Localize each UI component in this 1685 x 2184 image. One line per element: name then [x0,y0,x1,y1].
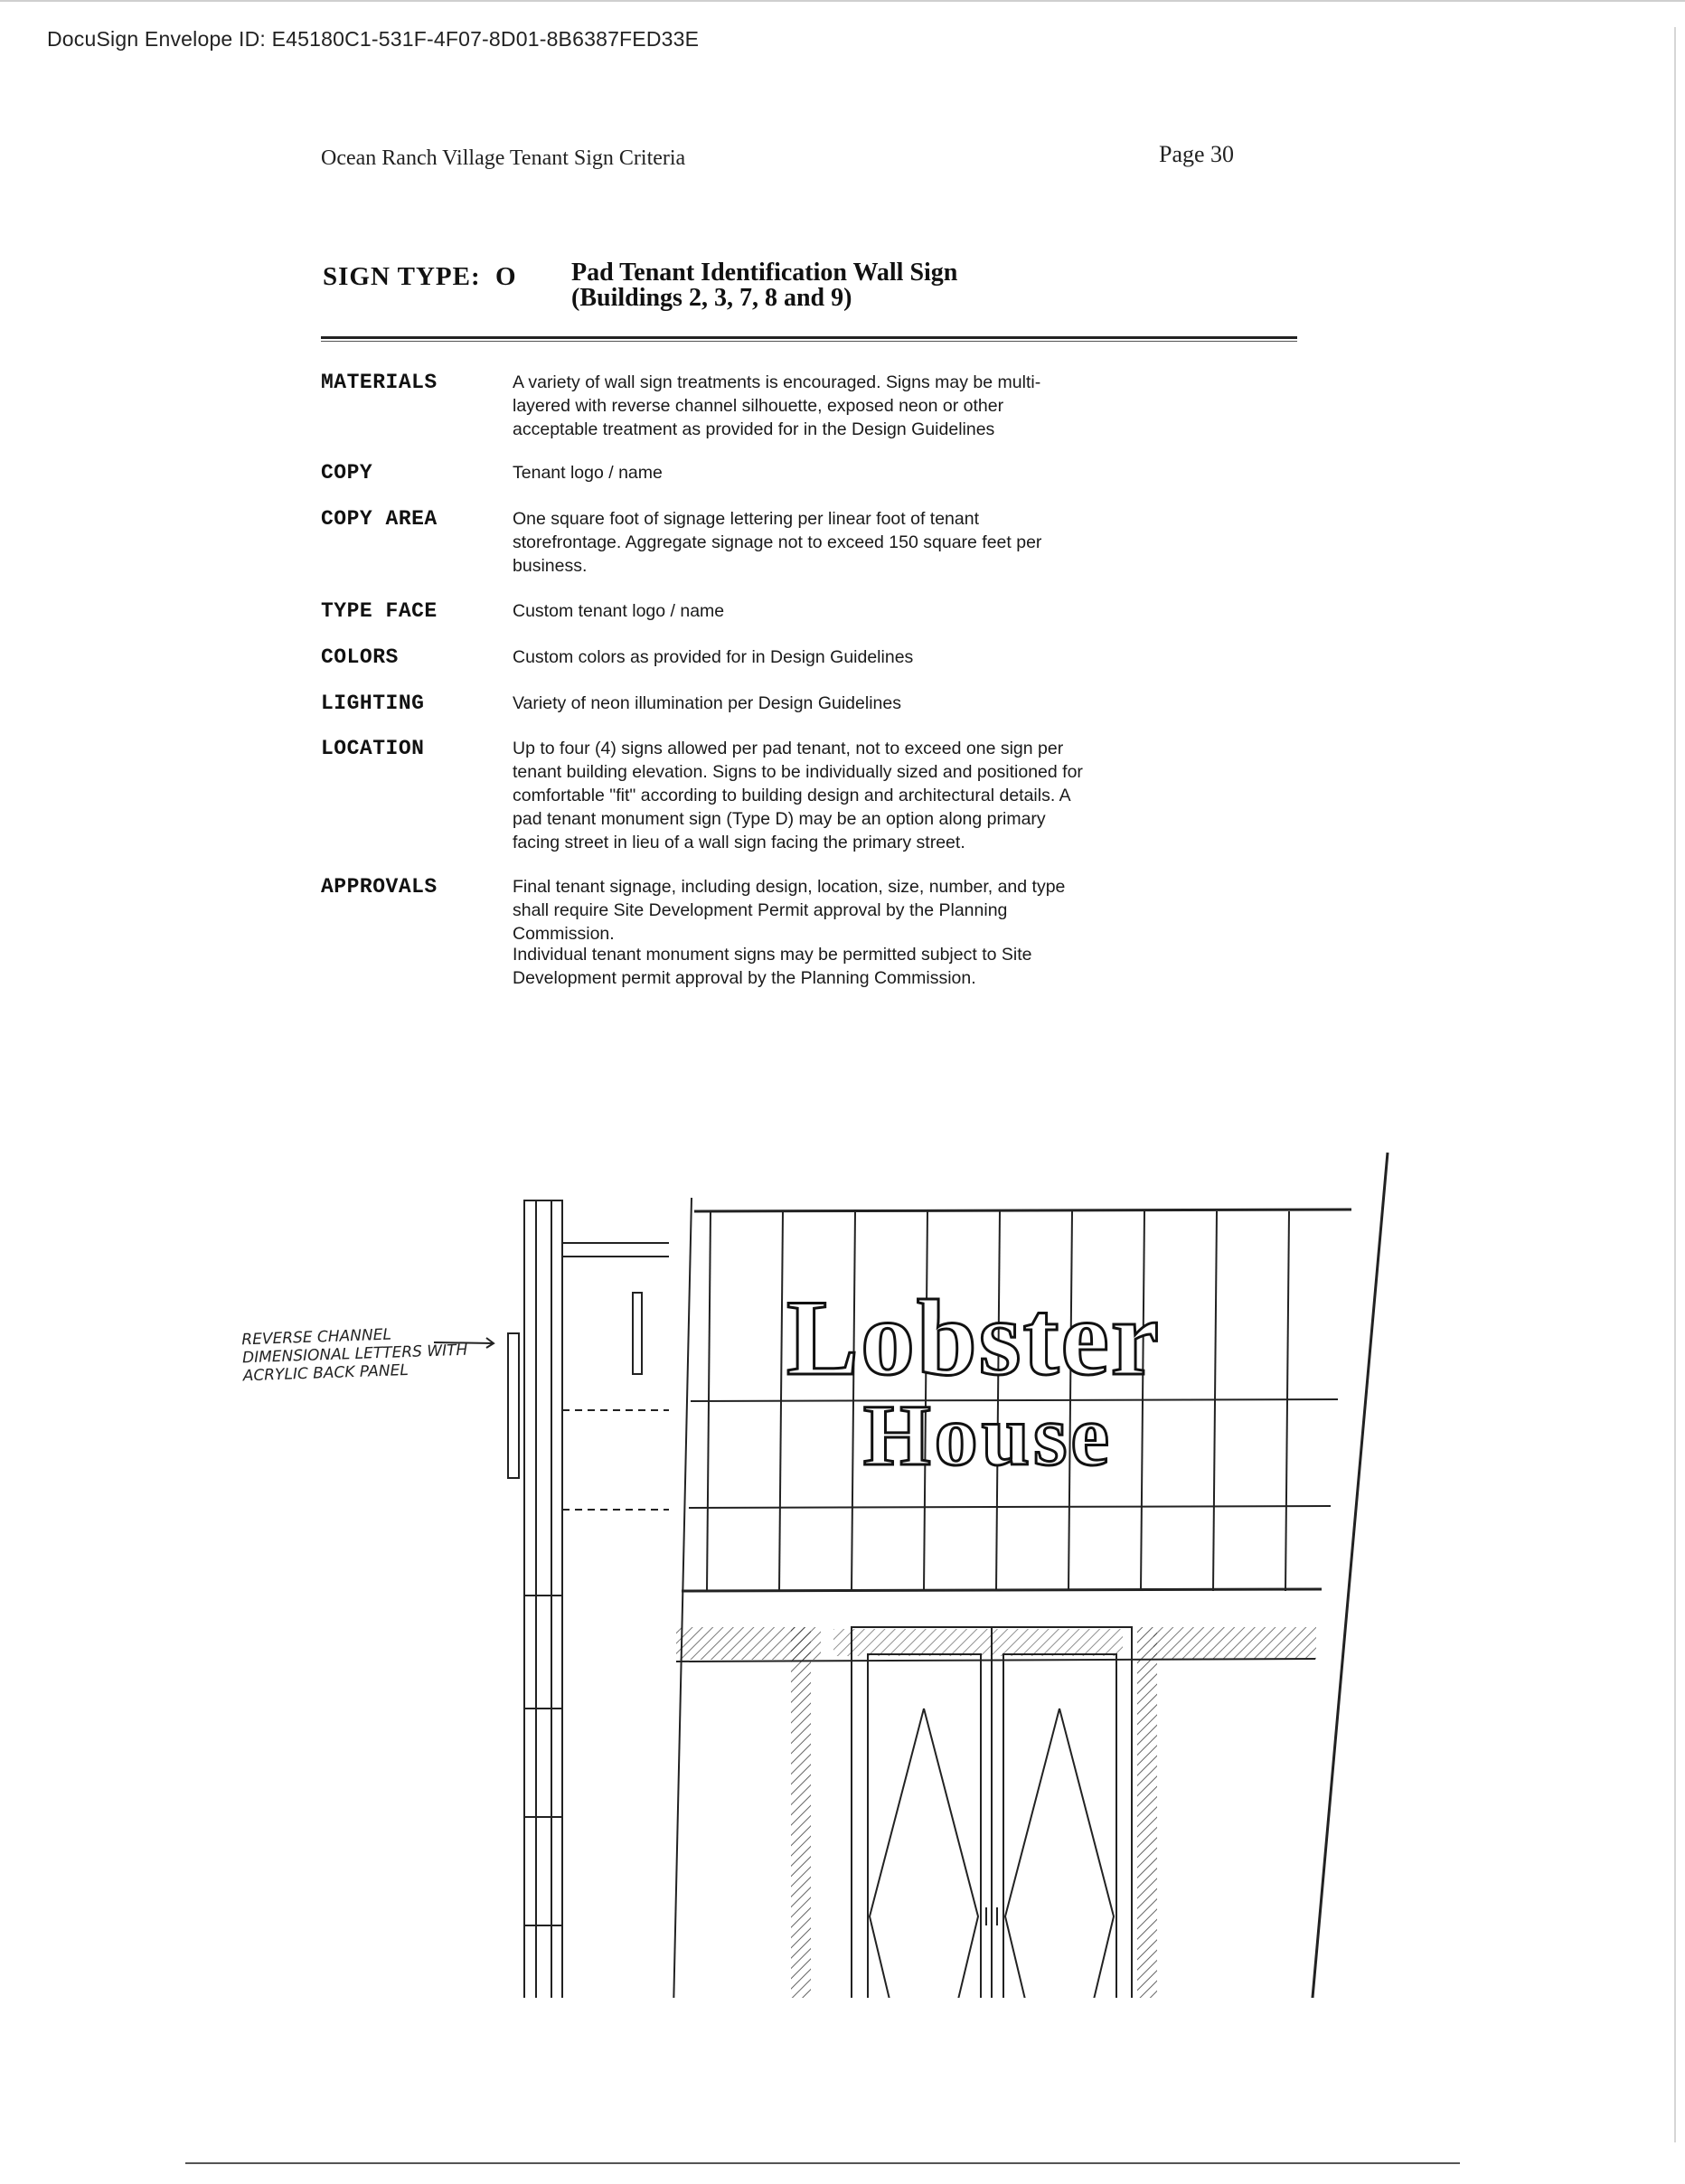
callout-leader [434,1338,494,1348]
sign-type-label: SIGN TYPE: [323,262,481,291]
spec-value: A variety of wall sign treatments is encouraged. Signs may be multi-layered with reverse channel silhouette, exposed neon or other acceptable treatment as provided for in the Design Guidelines [513,372,1041,439]
spec-label: TYPE FACE [321,599,438,623]
document-title: Ocean Ranch Village Tenant Sign Criteria [321,146,686,170]
spec-value: Tenant logo / name [513,463,663,483]
spec-value: One square foot of signage lettering per linear foot of tenant storefrontage. Aggregate signage not to exceed 150 square feet per business. [513,509,1042,576]
side-section [508,1200,669,1998]
spec-label: LIGHTING [321,692,425,715]
page-number: Page 30 [1159,141,1235,167]
sign-title-line2: (Buildings 2, 3, 7, 8 and 9) [571,284,852,312]
top-rule [0,0,1685,2]
sign-type-code: O [495,262,516,291]
drawing-callout-note: REVERSE CHANNEL DIMENSIONAL LETTERS WITH ACRYLIC BACK PANEL [241,1325,468,1386]
spec-label: COPY AREA [321,507,438,531]
spec-value: Individual tenant monument signs may be permitted subject to Site Development permit approval by the Planning Commission. [513,945,1032,988]
logo-sign [786,1277,1161,1483]
spec-label: MATERIALS [321,371,438,394]
spec-label: APPROVALS [321,875,438,899]
section-divider [321,336,1297,342]
bottom-rule [185,2162,1460,2164]
logo-line1: Lobster [786,1277,1161,1398]
page-edge [1674,27,1676,2142]
spec-value: Final tenant signage, including design, location, size, number, and type shall require Site Development Permit approval by the Planning Commission. [513,877,1066,944]
spec-label: COLORS [321,645,399,669]
storefront-elevation-drawing [136,1130,1401,1998]
spec-label: LOCATION [321,737,425,760]
sign-title-line1: Pad Tenant Identification Wall Sign [571,259,958,287]
spec-value: Variety of neon illumination per Design Guidelines [513,693,901,713]
sign-title [571,260,957,311]
spec-label: COPY [321,461,373,485]
spec-value: Custom colors as provided for in Design Guidelines [513,647,914,667]
envelope-id: DocuSign Envelope ID: E45180C1-531F-4F07-8D01-8B6387FED33E [47,27,700,51]
spec-value: Up to four (4) signs allowed per pad tenant, not to exceed one sign per tenant building elevation. Signs to be individually sized and positioned for comfortable "fit" according to building design and architectural details. A pad tenant monument sign (Type D) may be an option along primary facing street in lieu of a wall sign facing the primary street. [513,739,1083,852]
spec-value: Custom tenant logo / name [513,601,725,621]
logo-line2: House [863,1387,1114,1483]
